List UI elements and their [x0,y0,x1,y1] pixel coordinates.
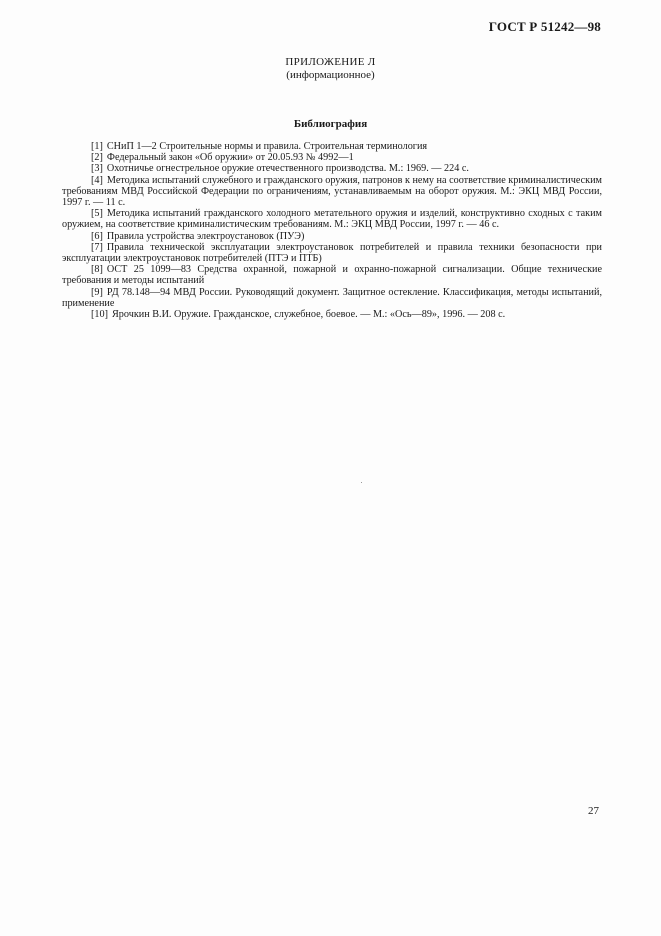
entry-number: [4] [91,174,103,186]
bibliography-entry [62,152,602,163]
entry-number: [1] [91,141,103,152]
entry-text: СНиП 1—2 Строительные нормы и правила. Строительная терминология [106,141,428,152]
entry-text: Методика испытаний служебного и гражданского оружия, патронов к нему на соответствие криминалистическим требованиям МВД Российской Федерации по ограничениям, устанавливаемым на оборот оружия. М.: ЭКЦ МВД России, 1997 г. — 11 с. [62,174,602,209]
appendix-subtitle: (информационное) [286,69,375,81]
entry-number: [3] [91,163,103,175]
entry-text: Охотничье огнестрельное оружие отечественного производства. М.: 1969. — 224 с. [106,163,469,175]
bibliography-entry [62,264,602,286]
bibliography-entry [62,242,602,264]
bibliography-entry [62,309,602,320]
section-title: Библиография [293,118,368,130]
appendix-heading [0,56,661,82]
bibliography-list [62,141,602,320]
entry-text: Федеральный закон «Об оружии» от 20.05.93 № 4992—1 [106,152,354,164]
entry-text: Методика испытаний гражданского холодного метательного оружия и изделий, конструктивно сходных с таким оружием, на соответствие криминалистическим требованиям. М.: ЭКЦ МВД России, 1997 г. — 46 с. [62,208,602,231]
entry-number: [7] [91,241,103,253]
entry-text: Правила технической эксплуатации электроустановок потребителей и правила техники безопасности при эксплуатации электроустановок потребителей (ПТЭ и ПТБ) [62,241,602,265]
standard-header: ГОСТ Р 51242—98 [488,19,601,34]
entry-text: ОСТ 25 1099—83 Средства охранной, пожарной и охранно-пожарной сигнализации. Общие технические требования и методы испытаний [62,264,602,287]
entry-number: [6] [91,230,103,242]
entry-number: [2] [91,152,103,164]
entry-number: [9] [91,286,103,298]
entry-number: [5] [91,208,103,220]
bibliography-entry [62,163,602,174]
entry-number: [10] [91,309,108,321]
appendix-title: ПРИЛОЖЕНИЕ Л [285,56,376,68]
bibliography-entry [62,231,602,242]
bibliography-entry [62,208,602,230]
entry-text: Ярочкин В.И. Оружие. Гражданское, служебное, боевое. — М.: «Ось—89», 1996. — 208 с. [111,309,506,321]
entry-number: [8] [91,264,103,276]
entry-text: РД 78.148—94 МВД России. Руководящий документ. Защитное остекление. Классификация, методы испытаний, применение [62,286,602,309]
page-number: 27 [588,805,599,817]
bibliography-entry [62,175,602,209]
scan-artifact-dot [361,482,362,483]
bibliography-entry [62,141,602,152]
entry-text: Правила устройства электроустановок (ПУЭ) [106,230,305,242]
bibliography-entry [62,287,602,309]
